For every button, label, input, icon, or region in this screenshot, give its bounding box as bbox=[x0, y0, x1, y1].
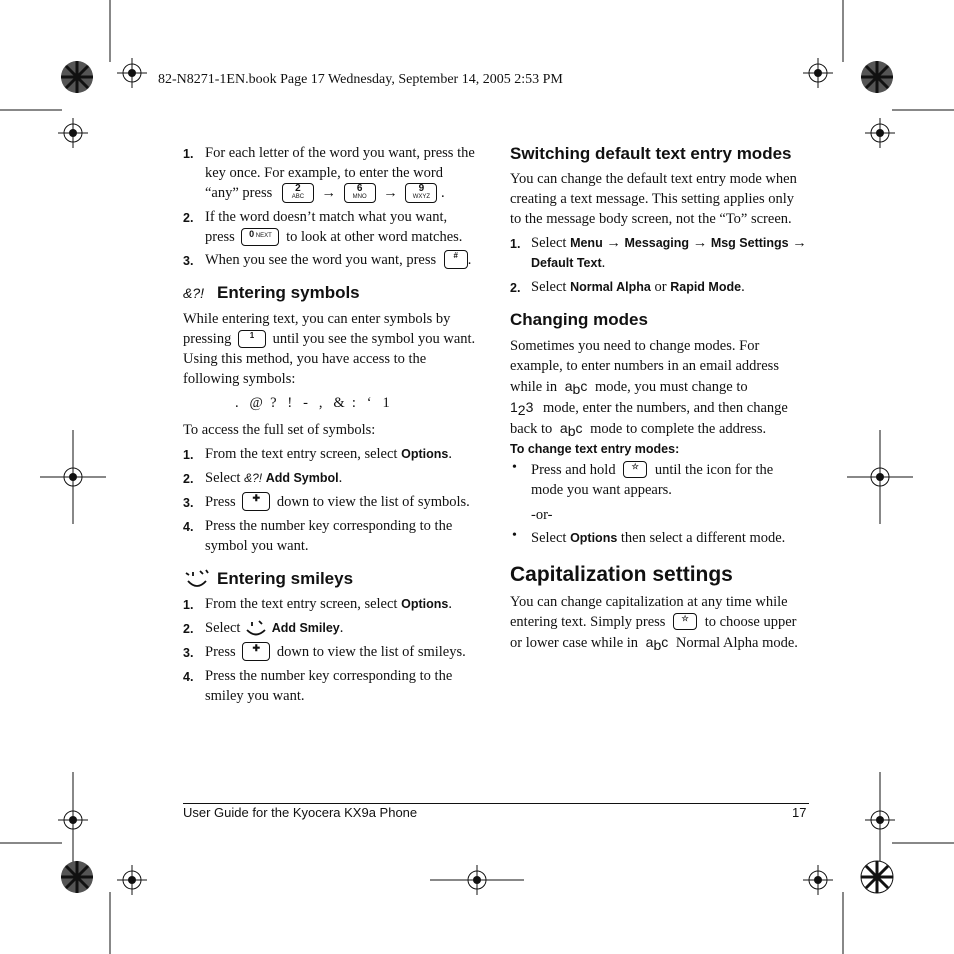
glyph: a bbox=[564, 378, 573, 394]
key-6-icon bbox=[344, 183, 376, 203]
key-digit: 6 bbox=[356, 182, 363, 194]
para-line: example, to enter numbers in an email address bbox=[510, 358, 779, 374]
step-tail: “any” press bbox=[205, 185, 273, 201]
step-post: then select a different mode. bbox=[620, 530, 786, 546]
step-number: 2. bbox=[510, 281, 521, 295]
changing-paragraph bbox=[510, 336, 810, 439]
star-shift-key-icon: ☆ bbox=[673, 613, 697, 630]
step-pre: Press and hold bbox=[531, 462, 616, 478]
switch-paragraph bbox=[510, 169, 810, 229]
step-line: mode you want appears. bbox=[531, 482, 672, 498]
step-pre: From the text entry screen, select bbox=[205, 596, 398, 612]
ui-label: Msg Settings bbox=[710, 236, 789, 250]
step-line: smiley you want. bbox=[205, 688, 305, 704]
para-line: While entering text, you can enter symbols by bbox=[183, 311, 451, 327]
abc-mode-icon bbox=[559, 420, 583, 439]
step-number: 2. bbox=[183, 622, 194, 636]
key-1-symbol-icon: 1 bbox=[238, 330, 266, 348]
glyph: c bbox=[661, 634, 669, 650]
step-number: 1. bbox=[510, 237, 521, 251]
para-line: You can change the default text entry mode when bbox=[510, 171, 797, 187]
para-pre: entering text. Simply press bbox=[510, 614, 666, 630]
step-pre: Press bbox=[205, 494, 236, 510]
step-text bbox=[205, 666, 452, 706]
para-line bbox=[510, 397, 810, 418]
caps-paragraph bbox=[510, 592, 810, 653]
para-post: Normal Alpha mode. bbox=[675, 635, 798, 651]
para-pre: while in bbox=[510, 379, 558, 395]
ui-label: Normal Alpha bbox=[570, 280, 651, 294]
step-or: or bbox=[654, 279, 667, 295]
page-number: 17 bbox=[792, 805, 807, 820]
key-0-next-icon bbox=[241, 228, 279, 246]
para-post: mode to complete the address. bbox=[590, 421, 767, 437]
key-digit: 2 bbox=[295, 182, 301, 194]
step-line: “any” press 2 ABC → 6 MNO → 9 WXYZ . bbox=[205, 182, 445, 201]
smiley-icon bbox=[184, 567, 210, 591]
step-text bbox=[205, 250, 495, 270]
ui-label: Options bbox=[401, 447, 449, 461]
step-number: 4. bbox=[183, 670, 194, 684]
step-post: to look at other word matches. bbox=[286, 229, 463, 245]
glyph: a bbox=[645, 634, 654, 650]
arrow: → bbox=[321, 185, 336, 201]
bullet-text bbox=[531, 460, 773, 500]
ui-label: Options bbox=[570, 531, 618, 545]
symbols-icon: &?! bbox=[183, 285, 205, 301]
glyph: 2 bbox=[517, 402, 526, 418]
step-text: Select Normal Alpha or Rapid Mode. bbox=[531, 279, 745, 295]
section-heading-large: Capitalization settings bbox=[510, 563, 733, 586]
symbols-paragraph bbox=[183, 309, 483, 389]
symbol-list: . @ ? ! - , & : ‘ 1 bbox=[235, 395, 390, 411]
step-pre: Select bbox=[205, 470, 241, 486]
step-number: 2. bbox=[183, 472, 194, 486]
step-text bbox=[531, 233, 807, 273]
ui-label: Add Symbol bbox=[265, 471, 339, 485]
star-shift-key-icon: ☆ bbox=[623, 461, 647, 478]
glyph: c bbox=[580, 378, 588, 394]
para-line: Sometimes you need to change modes. For bbox=[510, 338, 760, 354]
glyph: 3 bbox=[525, 399, 534, 415]
para-line: Using this method, you have access to the bbox=[183, 351, 427, 367]
step-line bbox=[531, 460, 773, 480]
section-heading: Entering symbols bbox=[217, 283, 360, 302]
step-number: 2. bbox=[183, 211, 194, 225]
footer-title: User Guide for the Kyocera KX9a Phone bbox=[183, 805, 418, 820]
section-heading: Switching default text entry modes bbox=[510, 144, 792, 163]
para-line: to the message body screen, not the “To” screen. bbox=[510, 211, 792, 227]
period: . bbox=[467, 252, 472, 268]
para-pre: back to bbox=[510, 421, 553, 437]
step-number: 3. bbox=[183, 254, 194, 268]
step-text: From the text entry screen, select Options. bbox=[205, 446, 452, 462]
step-text bbox=[205, 492, 470, 512]
abc-mode-icon bbox=[645, 634, 669, 653]
key-digit: 9 bbox=[418, 182, 425, 194]
step-number: 1. bbox=[183, 598, 194, 612]
bullet: • bbox=[512, 528, 517, 543]
step-pre: press bbox=[205, 229, 235, 245]
key-digit: 0 bbox=[249, 228, 255, 239]
glyph: 1 bbox=[510, 399, 518, 415]
para-line bbox=[510, 376, 810, 397]
key-9-icon bbox=[405, 183, 437, 203]
ui-label: Rapid Mode bbox=[670, 280, 742, 294]
para-pre: or lower case while in bbox=[510, 635, 639, 651]
section-heading: Changing modes bbox=[510, 310, 648, 329]
para-line bbox=[183, 329, 483, 349]
glyph: b bbox=[567, 423, 576, 439]
step-text: Select Add Smiley. bbox=[205, 618, 343, 639]
nav-key-icon: ✚ bbox=[242, 492, 270, 511]
step-pre: Select bbox=[531, 530, 567, 546]
access-text: To access the full set of symbols: bbox=[183, 422, 376, 438]
step-text bbox=[205, 207, 495, 247]
step-line: For each letter of the word you want, press the bbox=[205, 145, 475, 161]
step-line: symbol you want. bbox=[205, 538, 309, 554]
arrow: → bbox=[692, 235, 708, 251]
step-post: down to view the list of smileys. bbox=[276, 644, 466, 660]
key-2-icon bbox=[282, 183, 314, 203]
key-letters: WXYZ bbox=[412, 193, 431, 200]
step-post: until the icon for the bbox=[654, 462, 774, 478]
step-line: key once. For example, to enter the word bbox=[205, 165, 443, 181]
key-pound-space-icon: # bbox=[444, 250, 468, 269]
bullet: • bbox=[512, 460, 517, 475]
print-header: 82-N8271-1EN.book Page 17 Wednesday, September 14, 2005 2:53 PM bbox=[158, 72, 563, 87]
para-post: mode, enter the numbers, and then change bbox=[543, 400, 788, 416]
glyph: b bbox=[572, 381, 581, 397]
123-mode-icon bbox=[510, 399, 534, 418]
step-pre: From the text entry screen, select bbox=[205, 446, 398, 462]
step-line: When you see the word you want, press bbox=[205, 252, 437, 268]
ui-label: Menu bbox=[570, 236, 603, 250]
step-pre: Press bbox=[205, 644, 236, 660]
para-line: creating a text message. This setting applies only bbox=[510, 191, 795, 207]
para-line: following symbols: bbox=[183, 371, 296, 387]
subheading: To change text entry modes: bbox=[510, 442, 680, 456]
step-line: Press the number key corresponding to the bbox=[205, 518, 453, 534]
step-pre: Select bbox=[205, 620, 241, 636]
para-line bbox=[510, 612, 810, 632]
step-line bbox=[205, 227, 495, 247]
key-letters: NEXT bbox=[255, 232, 272, 239]
ui-label: Options bbox=[401, 597, 449, 611]
symbols-icon: &?! bbox=[244, 471, 263, 485]
abc-mode-icon bbox=[564, 378, 588, 397]
arrow: → bbox=[792, 235, 807, 251]
para-post: until you see the symbol you want. bbox=[272, 331, 476, 347]
glyph: c bbox=[575, 420, 583, 436]
footer-rule bbox=[183, 803, 809, 804]
step-line: Default Text. bbox=[531, 255, 606, 271]
para-line: You can change capitalization at any time while bbox=[510, 594, 788, 610]
step-text: Select &?! Add Symbol. bbox=[205, 470, 343, 486]
step-number: 4. bbox=[183, 520, 194, 534]
arrow: → bbox=[383, 185, 398, 201]
para-line bbox=[510, 632, 810, 653]
arrow: → bbox=[606, 235, 621, 251]
ui-label: Messaging bbox=[624, 236, 690, 250]
step-number: 1. bbox=[183, 448, 194, 462]
step-line: If the word doesn’t match what you want, bbox=[205, 209, 448, 225]
step-pre: Select bbox=[531, 235, 567, 251]
nav-key-icon: ✚ bbox=[242, 642, 270, 661]
step-number: 3. bbox=[183, 496, 194, 510]
glyph: b bbox=[653, 637, 662, 653]
para-post: mode, you must change to bbox=[594, 379, 748, 395]
step-text: From the text entry screen, select Options. bbox=[205, 596, 452, 612]
ui-label: Add Smiley bbox=[271, 621, 340, 635]
glyph: a bbox=[559, 420, 568, 436]
step-pre: Select bbox=[531, 279, 567, 295]
section-heading: Entering smileys bbox=[217, 569, 354, 588]
smiley-icon bbox=[244, 619, 268, 639]
or-separator: -or- bbox=[531, 507, 553, 523]
step-line: Press the number key corresponding to the bbox=[205, 668, 453, 684]
bullet-text bbox=[531, 528, 785, 548]
para-post: to choose upper bbox=[704, 614, 797, 630]
para-pre: pressing bbox=[183, 331, 232, 347]
step-text bbox=[205, 516, 452, 556]
step-number: 3. bbox=[183, 646, 194, 660]
key-letters: ABC bbox=[291, 193, 305, 200]
step-post: down to view the list of symbols. bbox=[276, 494, 470, 510]
key-letters: MNO bbox=[352, 193, 367, 200]
step-text bbox=[205, 642, 466, 662]
ui-label: Default Text bbox=[531, 256, 602, 270]
para-line bbox=[510, 418, 810, 439]
step-text bbox=[205, 143, 495, 204]
step-number: 1. bbox=[183, 147, 194, 161]
step-line bbox=[531, 233, 807, 253]
